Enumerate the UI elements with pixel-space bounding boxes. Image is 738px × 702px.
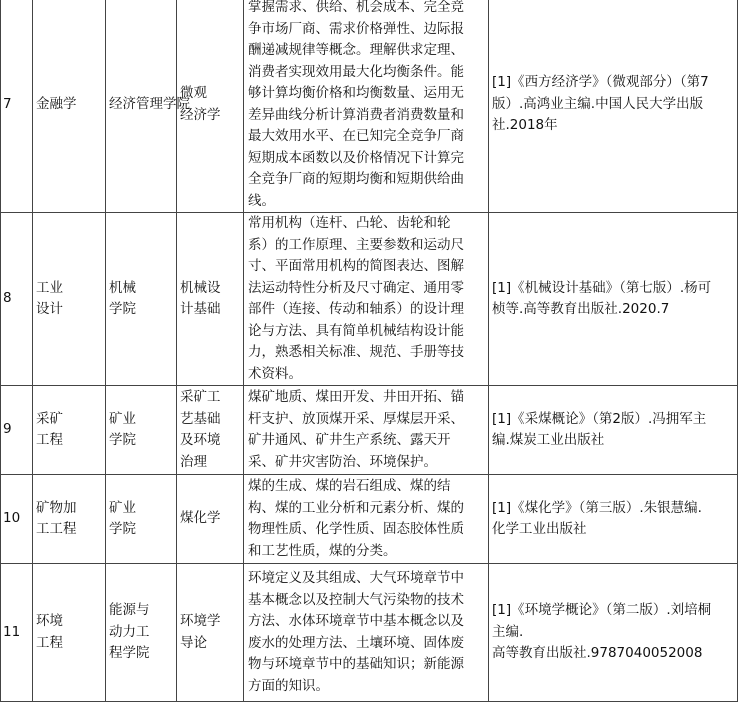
content-cell-line: 掌握需求、供给、机会成本、完全竞	[248, 0, 464, 15]
content-cell-line: 酬递减规律等概念。理解供求定理、	[248, 42, 464, 58]
college-cell-line: 矿业	[109, 410, 136, 427]
course-cell-line: 导论	[180, 634, 207, 651]
college-cell-line: 动力工	[109, 623, 150, 640]
reference-cell-line: [1]《煤化学》（第三版）.朱银慧编.	[492, 499, 702, 516]
college-cell-line: 学院	[109, 521, 136, 537]
content-cell-line: 基本概念以及控制大气污染物的技术	[248, 591, 464, 608]
content-cell-line: 全竞争厂商的短期均衡和短期供给曲	[248, 171, 464, 187]
course-cell	[177, 213, 244, 386]
content-cell	[244, 0, 489, 213]
college-cell-line: 程学院	[109, 645, 150, 662]
table-row	[1, 564, 738, 702]
table-row	[1, 386, 738, 475]
reference-cell-line: [1]《机械设计基础》（第七版）.杨可	[492, 279, 712, 296]
college-cell	[106, 213, 177, 386]
content-cell-line: 矿井通风、矿井生产系统、露天开	[248, 432, 451, 448]
major-cell-line: 金融学	[36, 95, 77, 112]
content-cell-line: 物与环境章节中的基础知识；新能源	[248, 656, 464, 672]
course-cell-line: 环境学	[180, 613, 221, 629]
course-table-body	[1, 0, 738, 702]
course-cell-line: 计基础	[180, 301, 221, 317]
course-cell	[177, 564, 244, 702]
reference-cell	[489, 386, 738, 475]
major-cell-line: 矿物加	[36, 499, 77, 516]
content-cell-line: 消费者实现效用最大化均衡条件。能	[248, 63, 464, 80]
college-cell-line: 学院	[109, 301, 136, 317]
reference-cell-line: 桢等.高等教育出版社.2020.7	[492, 301, 670, 317]
content-cell	[244, 386, 489, 475]
major-cell-line: 工业	[36, 279, 63, 296]
table-row	[1, 0, 738, 213]
reference-cell-line: [1]《环境学概论》（第二版）.刘培桐	[492, 602, 712, 619]
reference-cell	[489, 0, 738, 213]
content-cell-line: 术资料。	[248, 365, 302, 382]
content-cell-line: 煤矿地质、煤田开发、井田开拓、锚	[248, 389, 464, 405]
content-cell-line: 够计算均衡价格和均衡数量、运用无	[248, 85, 464, 101]
course-cell-line: 经济学	[180, 106, 221, 123]
content-cell-line: 废水的处理方法、土壤环境、固体废	[248, 634, 464, 651]
course-cell	[177, 386, 244, 475]
course-cell-line: 艺基础	[180, 410, 221, 427]
content-cell-line: 最大效用水平、在已知完全竞争厂商	[248, 128, 464, 144]
college-cell-line: 学院	[109, 432, 136, 448]
table-row	[1, 213, 738, 386]
content-cell-line: 煤的生成、煤的岩石组成、煤的结	[248, 478, 451, 494]
course-cell	[177, 475, 244, 564]
reference-cell-line: [1]《西方经济学》（微观部分）（第7	[492, 74, 709, 91]
course-cell-line: 微观	[180, 85, 207, 101]
college-cell-line: 能源与	[109, 602, 150, 619]
reference-cell-line: 版）.高鸿业主编.中国人民大学出版	[492, 95, 704, 112]
reference-cell	[489, 564, 738, 702]
college-cell-line: 经济管理学院	[109, 95, 190, 112]
major-cell-line: 工工程	[36, 521, 77, 537]
course-cell-line: 治理	[180, 453, 207, 470]
reference-cell-line: 主编.	[492, 623, 524, 640]
major-cell	[33, 475, 106, 564]
content-cell-line: 短期成本函数以及价格情况下计算完	[248, 149, 464, 166]
reference-cell	[489, 475, 738, 564]
major-cell	[33, 0, 106, 213]
major-cell-line: 环境	[36, 613, 63, 629]
content-cell	[244, 564, 489, 702]
course-cell	[177, 0, 244, 213]
major-cell-line: 采矿	[36, 410, 63, 427]
content-cell-line: 杆支护、放顶煤开采、厚煤层开采、	[248, 410, 464, 427]
major-cell-line: 设计	[36, 301, 63, 317]
content-cell-line: 差异曲线分析计算消费者消费数量和	[248, 106, 464, 123]
content-cell-line: 构、煤的工业分析和元素分析、煤的	[248, 499, 464, 516]
content-cell-line: 线。	[248, 192, 275, 209]
content-cell-line: 寸、平面常用机构的简图表达、图解	[248, 258, 464, 274]
content-cell-line: 常用机构（连杆、凸轮、齿轮和轮	[248, 215, 451, 231]
major-cell	[33, 213, 106, 386]
content-cell-line: 争市场厂商、需求价格弹性、边际报	[248, 20, 464, 37]
college-cell	[106, 0, 190, 213]
table-row	[1, 475, 738, 564]
content-cell-line: 方法、水体环境章节中基本概念以及	[248, 613, 464, 629]
course-cell-line: 机械设	[180, 279, 221, 296]
content-cell-line: 环境定义及其组成、大气环境章节中	[248, 570, 464, 586]
major-cell-line: 工程	[36, 634, 63, 651]
row-number: 8	[1, 213, 33, 386]
row-number: 11	[1, 564, 33, 702]
content-cell-line: 方面的知识。	[248, 677, 329, 694]
content-cell-line: 采、矿井灾害防治、环境保护。	[248, 453, 437, 470]
reference-cell-line: 编.煤炭工业出版社	[492, 432, 605, 448]
college-cell	[106, 564, 177, 702]
content-cell	[244, 475, 489, 564]
content-cell-line: 和工艺性质，煤的分类。	[248, 542, 397, 559]
reference-cell	[489, 213, 738, 386]
course-cell-line: 采矿工	[180, 389, 221, 405]
row-number: 10	[1, 475, 33, 564]
content-cell-line: 法运动特性分析及尺寸确定、通用零	[248, 279, 464, 296]
reference-cell-line: [1]《采煤概论》（第2版）.冯拥军主	[492, 410, 707, 427]
major-cell	[33, 386, 106, 475]
college-cell	[106, 475, 177, 564]
college-cell-line: 矿业	[109, 499, 136, 516]
content-cell-line: 物理性质、化学性质、固态胶体性质	[248, 521, 464, 537]
major-cell	[33, 564, 106, 702]
row-number: 9	[1, 386, 33, 475]
content-cell	[244, 213, 489, 386]
college-cell-line: 机械	[109, 279, 136, 296]
content-cell-line: 部件（连接、传动和轴系）的设计理	[248, 301, 464, 317]
row-number: 7	[1, 0, 33, 213]
content-cell-line: 论与方法、具有简单机械结构设计能	[248, 322, 464, 339]
major-cell-line: 工程	[36, 432, 63, 448]
content-cell-line: 系）的工作原理、主要参数和运动尺	[248, 236, 464, 253]
reference-cell-line: 化学工业出版社	[492, 521, 587, 537]
college-cell	[106, 386, 177, 475]
reference-cell-line: 社.2018年	[492, 117, 558, 134]
course-cell-line: 及环境	[180, 432, 221, 448]
content-cell-line: 力，熟悉相关标准、规范、手册等技	[248, 344, 464, 360]
reference-cell-line: 高等教育出版社.9787040052008	[492, 645, 703, 662]
course-cell-line: 煤化学	[180, 510, 221, 527]
